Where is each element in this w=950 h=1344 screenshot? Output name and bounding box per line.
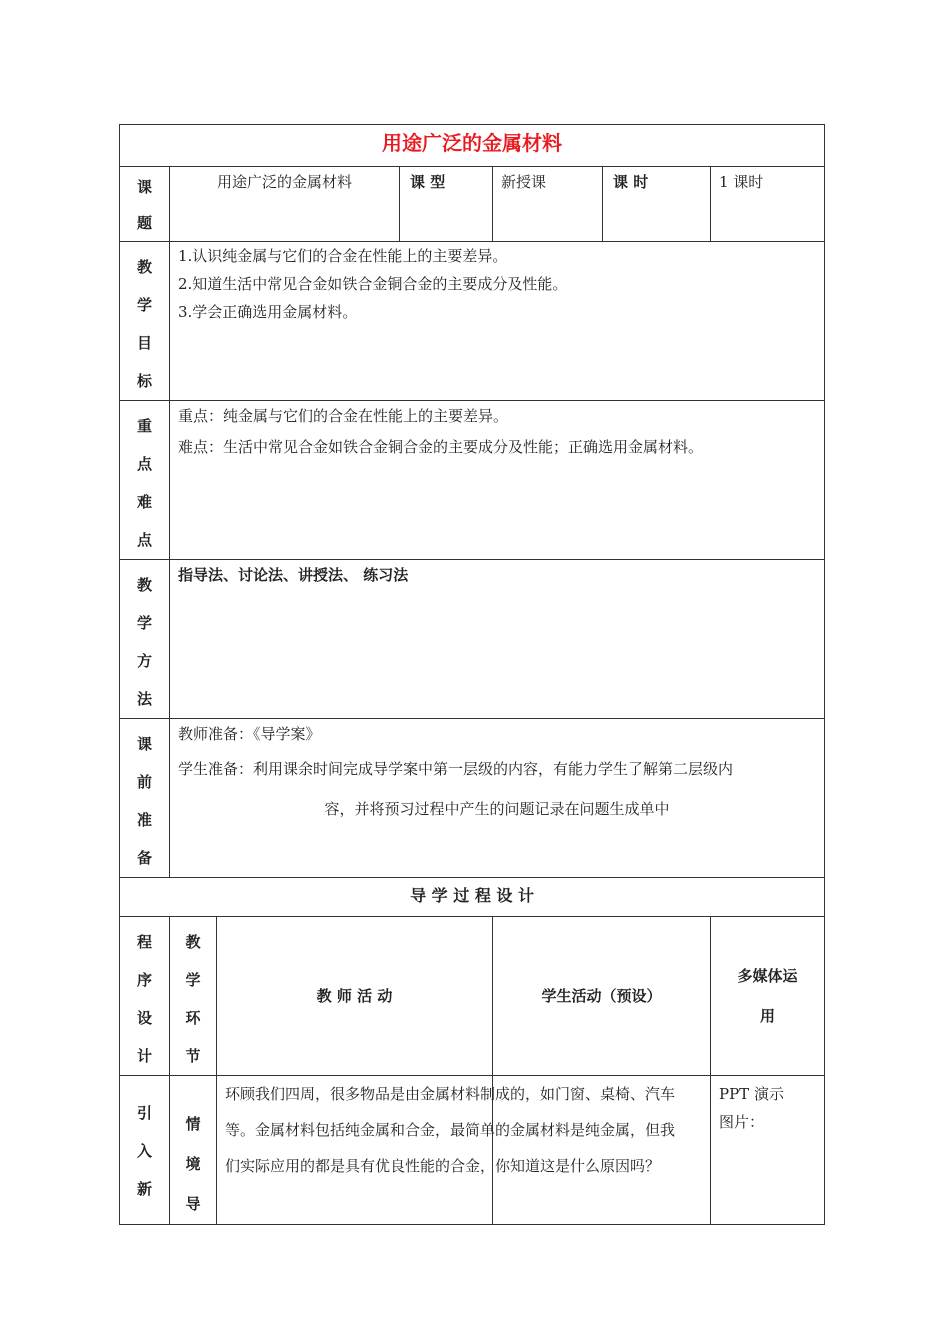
key-point: 重点：纯金属与它们的合金在性能上的主要差异。 <box>178 407 509 425</box>
teacher-activity-header: 教 师 活 动 <box>217 917 493 1076</box>
methods-label: 教 学 方 法 <box>120 560 170 719</box>
student-activity-header: 学生活动（预设） <box>493 917 711 1076</box>
intro-step-cell: 情 境 导 <box>170 1076 217 1225</box>
topic-value: 用途广泛的金属材料 <box>170 167 400 242</box>
intro-multimedia: PPT 演示 图片： <box>711 1076 825 1225</box>
preparation-content <box>170 719 825 878</box>
student-preparation-line-2: 容，并将预习过程中产生的问题记录在问题生成单中 <box>324 800 670 818</box>
teacher-preparation: 教师准备：《导学案》 <box>178 725 321 743</box>
difficult-point: 难点：生活中常见合金如铁合金铜合金的主要成分及性能；正确选用金属材料。 <box>178 438 704 456</box>
lesson-plan-document <box>119 124 824 1225</box>
objective-item: 3.学会正确选用金属材料。 <box>178 303 358 321</box>
document-title: 用途广泛的金属材料 <box>120 125 825 167</box>
key-points-label: 重 点 难 点 <box>120 401 170 560</box>
process-design-title: 导 学 过 程 设 计 <box>120 878 825 917</box>
objectives-label: 教 学 目 标 <box>120 242 170 401</box>
objective-item: 1.认识纯金属与它们的合金在性能上的主要差异。 <box>178 247 508 265</box>
multimedia-header: 多媒体运 用 <box>711 917 825 1076</box>
lesson-type-value: 新授课 <box>493 167 603 242</box>
objectives-content <box>170 242 825 401</box>
preparation-label: 课 前 准 备 <box>120 719 170 878</box>
key-points-content <box>170 401 825 560</box>
lesson-hours-label: 课 时 <box>603 167 711 242</box>
lesson-type-label: 课 型 <box>400 167 493 242</box>
intro-teacher-activity: 环顾我们四周，很多物品是由金属材料制成的，如门窗、桌椅、汽车 等。金属材料包括纯金属和合金，最简单的金属材料是纯金属，但我 们实际应用的都是具有优良性能的合金，你知道这是什么原因吗？ <box>217 1076 493 1225</box>
lesson-hours-value: 1 课时 <box>711 167 825 242</box>
intro-program-cell: 引 入 新 <box>120 1076 170 1225</box>
objective-item: 2.知道生活中常见合金如铁合金铜合金的主要成分及性能。 <box>178 275 568 293</box>
student-preparation-line-1: 学生准备：利用课余时间完成导学案中第一层级的内容，有能力学生了解第二层级内 <box>178 760 734 778</box>
teaching-step-header: 教 学 环 节 <box>170 917 217 1076</box>
lesson-plan-table <box>119 124 825 1225</box>
topic-label: 课 题 <box>120 167 170 242</box>
program-design-header: 程 序 设 计 <box>120 917 170 1076</box>
methods-content: 指导法、讨论法、讲授法、 练习法 <box>170 560 825 719</box>
